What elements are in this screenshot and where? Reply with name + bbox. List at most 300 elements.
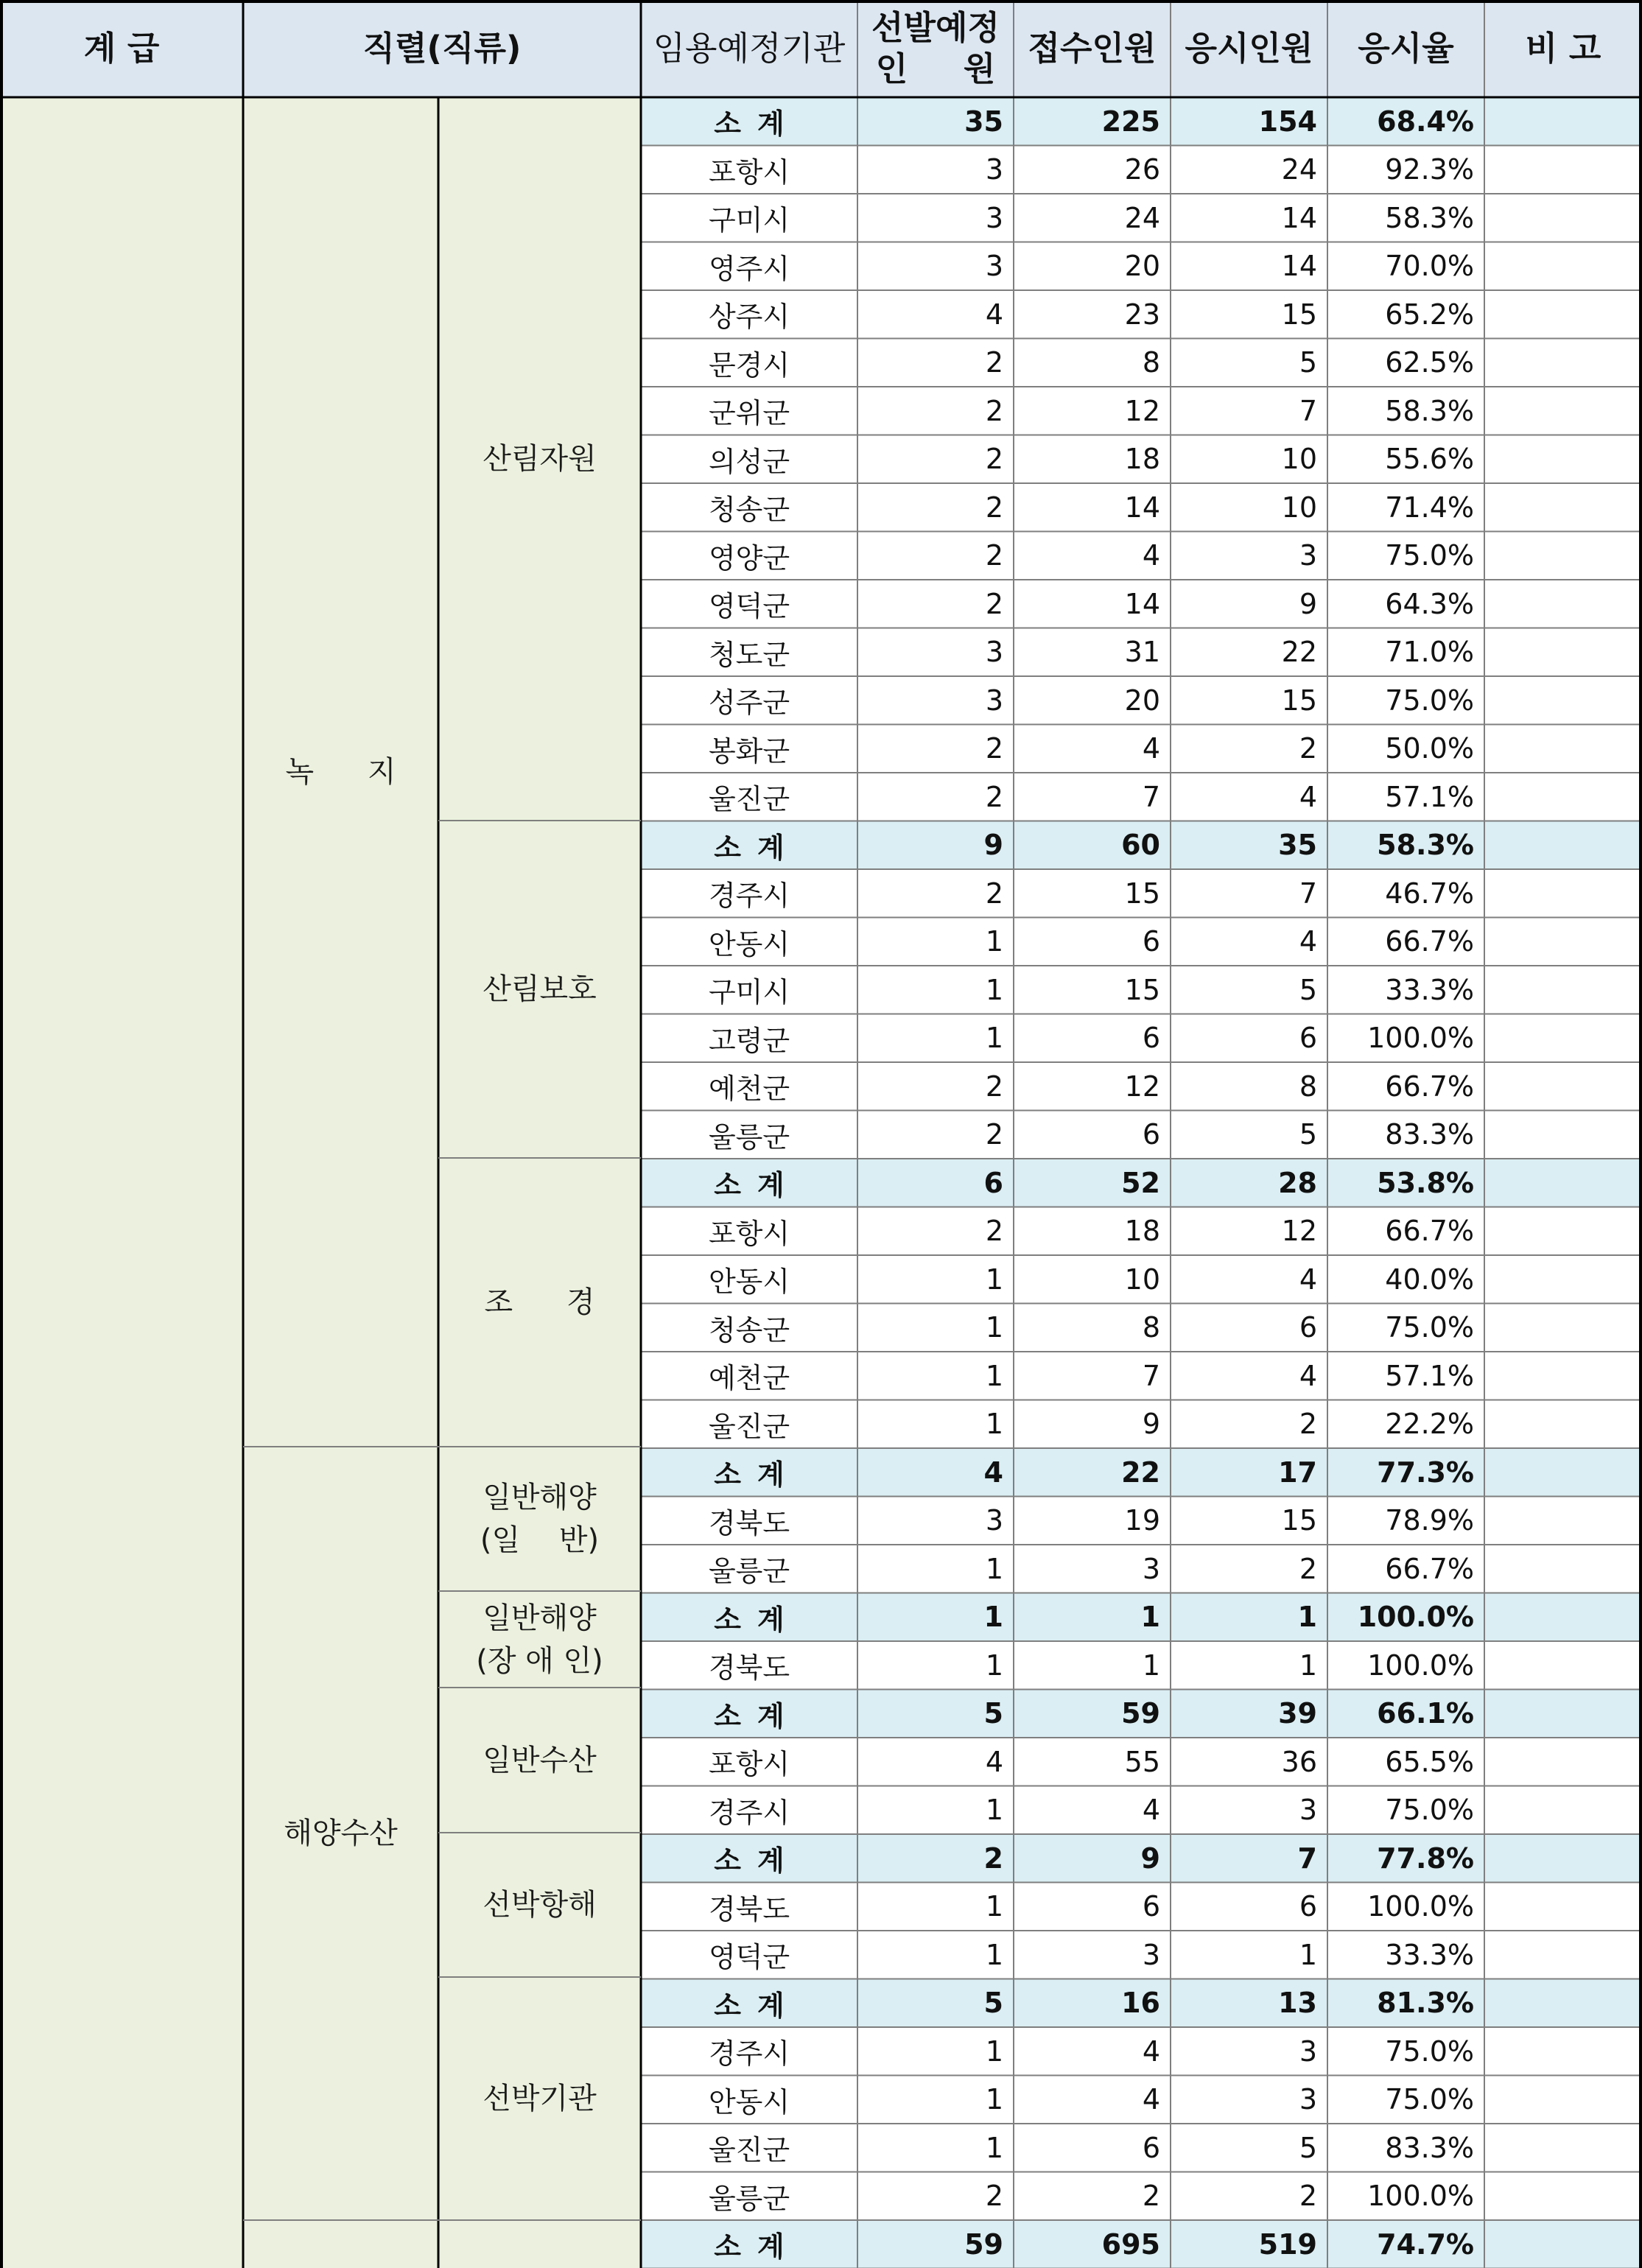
cell-org: 포항시 (708, 1217, 790, 1250)
header-examinees: 응시인원 (1185, 28, 1313, 68)
cell-applicants: 4 (1142, 2034, 1160, 2068)
cell-org: 소계 (714, 1458, 801, 1491)
cell-applicants: 52 (1121, 1166, 1160, 1199)
cell-remarks (1484, 773, 1642, 821)
cell-rate: 83.3% (1385, 2131, 1474, 2164)
cell-applicants: 6 (1142, 2131, 1160, 2164)
cell-planned: 1 (985, 1311, 1003, 1344)
cell-remarks (1484, 1931, 1642, 1979)
cell-examinees: 1 (1299, 1649, 1317, 1682)
cell-remarks (1484, 1497, 1642, 1545)
header-remarks: 비 고 (1525, 28, 1601, 68)
header-planned (857, 0, 1014, 97)
table-row (0, 1641, 1642, 1689)
cell-applicants: 14 (1124, 491, 1160, 524)
cell-org: 예천군 (708, 1072, 790, 1105)
table-row (0, 2124, 1642, 2172)
cell-applicants: 7 (1142, 1359, 1160, 1392)
table-row (0, 2076, 1642, 2124)
cell-examinees: 3 (1299, 1794, 1317, 1826)
cell-applicants: 20 (1124, 250, 1160, 282)
cell-examinees: 15 (1281, 1504, 1317, 1537)
cell-org: 영덕군 (708, 1941, 790, 1973)
cell-examinees: 17 (1278, 1456, 1317, 1489)
table-row (0, 773, 1642, 821)
cell-org: 안동시 (708, 927, 790, 961)
cell-applicants: 6 (1142, 1022, 1160, 1054)
cell-applicants: 24 (1124, 201, 1160, 234)
cell-examinees: 6 (1299, 1022, 1317, 1054)
cell-planned: 2 (985, 394, 1003, 427)
table-row (0, 869, 1642, 917)
cell-rate: 58.3% (1377, 829, 1474, 861)
cell-planned: 2 (985, 346, 1003, 379)
cell-remarks (1484, 2076, 1642, 2124)
cell-rate: 100.0% (1367, 1649, 1474, 1682)
cell-remarks (1484, 1304, 1642, 1352)
cell-examinees: 7 (1299, 877, 1317, 910)
cell-org: 청도군 (708, 638, 790, 671)
cell-org: 안동시 (708, 1265, 790, 1298)
group-label-nokji: 녹 지 (285, 755, 396, 789)
cell-rate: 75.0% (1385, 2083, 1474, 2116)
cell-rate: 58.3% (1385, 394, 1474, 427)
cell-examinees: 154 (1258, 105, 1317, 138)
header-series: 직렬(직류) (362, 28, 522, 68)
cell-examinees: 2 (1299, 1552, 1317, 1585)
cell-remarks (1484, 821, 1642, 869)
cell-applicants: 9 (1140, 1842, 1160, 1875)
cell-examinees: 36 (1281, 1745, 1317, 1778)
cell-applicants: 18 (1124, 1215, 1160, 1247)
cell-applicants: 14 (1124, 587, 1160, 620)
table-row (0, 146, 1642, 194)
cell-examinees: 2 (1299, 2180, 1317, 2212)
header-grade: 계 급 (83, 28, 160, 68)
subtotal-row (0, 1979, 1642, 2027)
cell-examinees: 28 (1278, 1166, 1317, 1199)
cell-planned: 2 (985, 443, 1003, 475)
cell-applicants: 4 (1142, 539, 1160, 572)
cell-planned: 2 (985, 1118, 1003, 1151)
cell-applicants: 8 (1142, 346, 1160, 379)
cell-remarks (1484, 339, 1642, 387)
cell-planned: 3 (985, 684, 1003, 717)
cell-rate: 75.0% (1385, 684, 1474, 717)
table-row (0, 725, 1642, 773)
cell-remarks (1484, 1883, 1642, 1931)
cell-org: 경주시 (708, 2037, 790, 2070)
cell-remarks (1484, 1593, 1642, 1641)
cell-applicants: 1 (1142, 1649, 1160, 1682)
table-row (0, 1738, 1642, 1786)
cell-examinees: 1 (1297, 1601, 1317, 1633)
cell-org: 소계 (714, 1169, 801, 1201)
cell-planned: 3 (985, 636, 1003, 668)
cell-applicants: 19 (1124, 1504, 1160, 1537)
cell-applicants: 26 (1124, 153, 1160, 186)
cell-remarks (1484, 1448, 1642, 1496)
cell-planned: 59 (964, 2227, 1003, 2261)
cell-planned: 2 (985, 491, 1003, 524)
cell-examinees: 39 (1278, 1697, 1317, 1730)
table-row (0, 676, 1642, 724)
cell-remarks (1484, 1786, 1642, 1834)
subtotal-row (0, 1593, 1642, 1641)
table-row (0, 918, 1642, 966)
cell-org: 소계 (714, 2230, 801, 2263)
cell-rate: 68.4% (1377, 105, 1474, 138)
cell-remarks (1484, 1352, 1642, 1400)
table-row (0, 1786, 1642, 1834)
cell-org: 포항시 (708, 155, 790, 189)
table-row (0, 1497, 1642, 1545)
subtotal-row (0, 821, 1642, 869)
cell-planned: 1 (985, 2083, 1003, 2116)
cell-planned: 1 (985, 1408, 1003, 1440)
cell-org: 구미시 (708, 976, 790, 1008)
cell-remarks (1484, 2027, 1642, 2075)
cell-examinees: 12 (1281, 1215, 1317, 1247)
cell-rate: 66.7% (1385, 925, 1474, 958)
cell-planned: 2 (985, 2180, 1003, 2212)
table-row (0, 2027, 1642, 2075)
header-org: 임용예정기관 (653, 28, 846, 68)
cell-applicants: 16 (1121, 1987, 1160, 2019)
cell-examinees: 3 (1299, 2083, 1317, 2116)
cell-examinees: 15 (1281, 684, 1317, 717)
subgroup-label-sanrim-jawon: 산림자원 (483, 442, 597, 476)
cell-planned: 1 (985, 1552, 1003, 1585)
cell-org: 상주시 (708, 301, 790, 333)
cell-planned: 1 (985, 1649, 1003, 1682)
cell-planned: 1 (985, 1794, 1003, 1826)
cell-remarks (1484, 628, 1642, 676)
cell-examinees: 5 (1299, 1118, 1317, 1151)
cell-examinees: 4 (1299, 925, 1317, 958)
cell-applicants: 4 (1142, 732, 1160, 765)
cell-remarks (1484, 1207, 1642, 1255)
cell-examinees: 14 (1281, 250, 1317, 282)
cell-org: 울릉군 (708, 1120, 790, 1154)
cell-remarks (1484, 676, 1642, 724)
cell-rate: 92.3% (1385, 153, 1474, 186)
cell-planned: 2 (985, 1070, 1003, 1103)
cell-planned: 5 (983, 1987, 1003, 2019)
cell-planned: 1 (985, 1022, 1003, 1054)
cell-org: 청송군 (708, 494, 790, 526)
table-row (0, 1014, 1642, 1062)
cell-planned: 2 (985, 732, 1003, 765)
cell-rate: 66.7% (1385, 1215, 1474, 1247)
cell-rate: 66.1% (1377, 1697, 1474, 1730)
cell-remarks (1484, 1014, 1642, 1062)
table-row (0, 532, 1642, 580)
table-row (0, 242, 1642, 290)
subtotal-row (0, 1159, 1642, 1207)
cell-remarks (1484, 1111, 1642, 1159)
cell-planned: 2 (985, 877, 1003, 910)
cell-org: 소계 (714, 108, 801, 140)
cell-examinees: 4 (1299, 1263, 1317, 1296)
cell-planned: 4 (985, 1745, 1003, 1778)
table-row (0, 1111, 1642, 1159)
cell-rate: 64.3% (1385, 587, 1474, 620)
cell-examinees: 2 (1299, 732, 1317, 765)
table-row (0, 290, 1642, 338)
cell-org: 의성군 (708, 445, 790, 478)
cell-planned: 1 (985, 973, 1003, 1006)
subgroup-label-seonbak-gigwan: 선박기관 (483, 2082, 597, 2116)
cell-planned: 2 (985, 1215, 1003, 1247)
cell-org: 경북도 (708, 1892, 790, 1925)
cell-applicants: 12 (1124, 394, 1160, 427)
subgroup-label-ilban-susan: 일반수산 (483, 1743, 597, 1777)
cell-rate: 57.1% (1385, 1359, 1474, 1392)
cell-applicants: 4 (1142, 2083, 1160, 2116)
subtotal-row (0, 1690, 1642, 1738)
cell-examinees: 4 (1299, 1359, 1317, 1392)
table-row (0, 1352, 1642, 1400)
cell-org: 봉화군 (708, 734, 790, 768)
cell-remarks (1484, 1255, 1642, 1303)
table-row (0, 580, 1642, 628)
cell-rate: 70.0% (1385, 250, 1474, 282)
header-applicants: 접수인원 (1028, 28, 1157, 68)
cell-planned: 2 (985, 780, 1003, 813)
table-row (0, 435, 1642, 483)
cell-rate: 50.0% (1385, 732, 1474, 765)
cell-remarks (1484, 435, 1642, 483)
cell-planned: 3 (985, 250, 1003, 282)
cell-remarks (1484, 2172, 1642, 2220)
cell-applicants: 7 (1142, 780, 1160, 813)
cell-rate: 75.0% (1385, 1794, 1474, 1826)
cell-remarks (1484, 725, 1642, 773)
cell-remarks (1484, 1641, 1642, 1689)
table-row (0, 387, 1642, 435)
cell-applicants: 3 (1142, 1938, 1160, 1971)
cell-rate: 75.0% (1385, 1311, 1474, 1344)
cell-org: 영양군 (708, 541, 790, 575)
cell-remarks (1484, 242, 1642, 290)
cell-planned: 4 (985, 298, 1003, 331)
cell-planned: 1 (985, 1938, 1003, 1971)
cell-org: 소계 (714, 1989, 801, 2022)
subgroup-label-seonbak-hanghae: 선박항해 (483, 1888, 597, 1922)
subgroup-label-ilban-haeyang-ilban: 일반해양 (일 반) (480, 1481, 600, 1557)
cell-rate: 66.7% (1385, 1070, 1474, 1103)
cell-examinees: 519 (1258, 2227, 1317, 2261)
cell-examinees: 5 (1299, 346, 1317, 379)
cell-planned: 3 (985, 1504, 1003, 1537)
cell-rate: 75.0% (1385, 539, 1474, 572)
cell-planned: 3 (985, 153, 1003, 186)
cell-applicants: 3 (1142, 1552, 1160, 1585)
cell-rate: 83.3% (1385, 1118, 1474, 1151)
cell-examinees: 6 (1299, 1890, 1317, 1923)
cell-examinees: 4 (1299, 780, 1317, 813)
table-row (0, 483, 1642, 531)
cell-rate: 71.0% (1385, 636, 1474, 668)
table-row (0, 1207, 1642, 1255)
cell-applicants: 60 (1121, 829, 1160, 861)
group-label-haeyang: 해양수산 (284, 1816, 398, 1850)
cell-rate: 75.0% (1385, 2034, 1474, 2068)
subgroup-label-jogyeong: 조 경 (484, 1285, 595, 1319)
cell-org: 문경시 (708, 348, 790, 382)
cell-applicants: 18 (1124, 443, 1160, 475)
cell-rate: 77.3% (1377, 1456, 1474, 1489)
table-row (0, 966, 1642, 1014)
cell-applicants: 4 (1142, 1794, 1160, 1826)
cell-planned: 2 (983, 1842, 1003, 1875)
cell-remarks (1484, 532, 1642, 580)
cell-rate: 57.1% (1385, 780, 1474, 813)
cell-remarks (1484, 194, 1642, 242)
cell-applicants: 31 (1124, 636, 1160, 668)
cell-org: 울진군 (708, 783, 790, 815)
cell-applicants: 8 (1142, 1311, 1160, 1344)
cell-applicants: 1 (1140, 1601, 1160, 1633)
cell-applicants: 23 (1124, 298, 1160, 331)
cell-rate: 53.8% (1377, 1166, 1474, 1199)
cell-remarks (1484, 580, 1642, 628)
cell-remarks (1484, 1834, 1642, 1882)
cell-examinees: 22 (1281, 636, 1317, 668)
cell-rate: 71.4% (1385, 491, 1474, 524)
cell-applicants: 59 (1121, 1697, 1160, 1730)
cell-org: 소계 (714, 1844, 801, 1877)
cell-rate: 40.0% (1385, 1263, 1474, 1296)
cell-planned: 1 (985, 925, 1003, 958)
cell-org: 영주시 (708, 252, 790, 285)
cell-planned: 4 (983, 1456, 1003, 1489)
table-row (0, 1545, 1642, 1593)
cell-remarks (1484, 918, 1642, 966)
table-row (0, 194, 1642, 242)
cell-rate: 58.3% (1385, 201, 1474, 234)
subtotal-row (0, 97, 1642, 145)
cell-org: 청송군 (708, 1313, 790, 1347)
cell-rate: 22.2% (1385, 1408, 1474, 1440)
cell-planned: 1 (983, 1601, 1003, 1633)
cell-applicants: 6 (1142, 1118, 1160, 1151)
table-row (0, 1304, 1642, 1352)
cell-org: 구미시 (708, 204, 790, 236)
table-row (0, 628, 1642, 676)
cell-rate: 65.2% (1385, 298, 1474, 331)
cell-examinees: 6 (1299, 1311, 1317, 1344)
cell-remarks (1484, 1400, 1642, 1448)
cell-applicants: 20 (1124, 684, 1160, 717)
cell-examinees: 13 (1278, 1987, 1317, 2019)
cell-org: 성주군 (708, 687, 790, 719)
cell-rate: 33.3% (1385, 1938, 1474, 1971)
table-row (0, 2172, 1642, 2220)
cell-rate: 100.0% (1367, 1022, 1474, 1054)
subtotal-row (0, 1834, 1642, 1882)
cell-org: 고령군 (708, 1024, 790, 1057)
cell-org: 소계 (714, 831, 801, 864)
cell-remarks (1484, 1545, 1642, 1593)
subgroup-label-sanrim-boho: 산림보호 (483, 972, 597, 1006)
cell-planned: 2 (985, 587, 1003, 620)
cell-applicants: 9 (1142, 1408, 1160, 1440)
cell-rate: 81.3% (1377, 1987, 1474, 2019)
cell-planned: 2 (985, 539, 1003, 572)
cell-remarks (1484, 1159, 1642, 1207)
cell-rate: 74.7% (1377, 2227, 1474, 2261)
cell-examinees: 3 (1299, 539, 1317, 572)
cell-remarks (1484, 1062, 1642, 1110)
cell-planned: 35 (964, 105, 1003, 138)
cell-applicants: 2 (1142, 2180, 1160, 2212)
table-row (0, 1255, 1642, 1303)
cell-rate: 100.0% (1367, 1890, 1474, 1923)
cell-examinees: 24 (1281, 153, 1317, 186)
cell-remarks (1484, 2220, 1642, 2268)
table-row (0, 1400, 1642, 1448)
cell-applicants: 225 (1101, 105, 1160, 138)
cell-org: 포항시 (708, 1748, 790, 1780)
cell-applicants: 55 (1124, 1745, 1160, 1778)
cell-remarks (1484, 1738, 1642, 1786)
cell-examinees: 10 (1281, 443, 1317, 475)
cell-org: 경북도 (708, 1651, 790, 1684)
cell-examinees: 5 (1299, 973, 1317, 1006)
cell-rate: 77.8% (1377, 1842, 1474, 1875)
cell-org: 경주시 (708, 1796, 790, 1829)
cell-planned: 1 (985, 1890, 1003, 1923)
cell-remarks (1484, 966, 1642, 1014)
cell-applicants: 6 (1142, 925, 1160, 958)
cell-applicants: 6 (1142, 1890, 1160, 1923)
cell-applicants: 15 (1124, 973, 1160, 1006)
cell-planned: 5 (983, 1697, 1003, 1730)
cell-examinees: 8 (1299, 1070, 1317, 1103)
cell-remarks (1484, 290, 1642, 338)
cell-org: 예천군 (708, 1362, 790, 1394)
cell-rate: 55.6% (1385, 443, 1474, 475)
cell-planned: 3 (985, 201, 1003, 234)
header-planned-line1: 선발예정 (871, 7, 1000, 47)
cell-rate: 66.7% (1385, 1552, 1474, 1585)
subtotal-row (0, 1448, 1642, 1496)
cell-applicants: 15 (1124, 877, 1160, 910)
cell-examinees: 3 (1299, 2034, 1317, 2068)
table-row (0, 1062, 1642, 1110)
header-rate: 응시율 (1358, 28, 1454, 68)
cell-examinees: 7 (1299, 394, 1317, 427)
cell-remarks (1484, 146, 1642, 194)
cell-examinees: 9 (1299, 587, 1317, 620)
cell-org: 영덕군 (708, 590, 790, 622)
cell-remarks (1484, 387, 1642, 435)
cell-remarks (1484, 1979, 1642, 2027)
cell-remarks (1484, 869, 1642, 917)
cell-planned: 1 (985, 2034, 1003, 2068)
cell-rate: 62.5% (1385, 346, 1474, 379)
cell-examinees: 1 (1299, 1938, 1317, 1971)
cell-remarks (1484, 97, 1642, 145)
cell-rate: 33.3% (1385, 973, 1474, 1006)
cell-examinees: 5 (1299, 2131, 1317, 2164)
cell-examinees: 14 (1281, 201, 1317, 234)
table-row (0, 339, 1642, 387)
cell-planned: 9 (983, 829, 1003, 861)
cell-examinees: 7 (1297, 1842, 1317, 1875)
